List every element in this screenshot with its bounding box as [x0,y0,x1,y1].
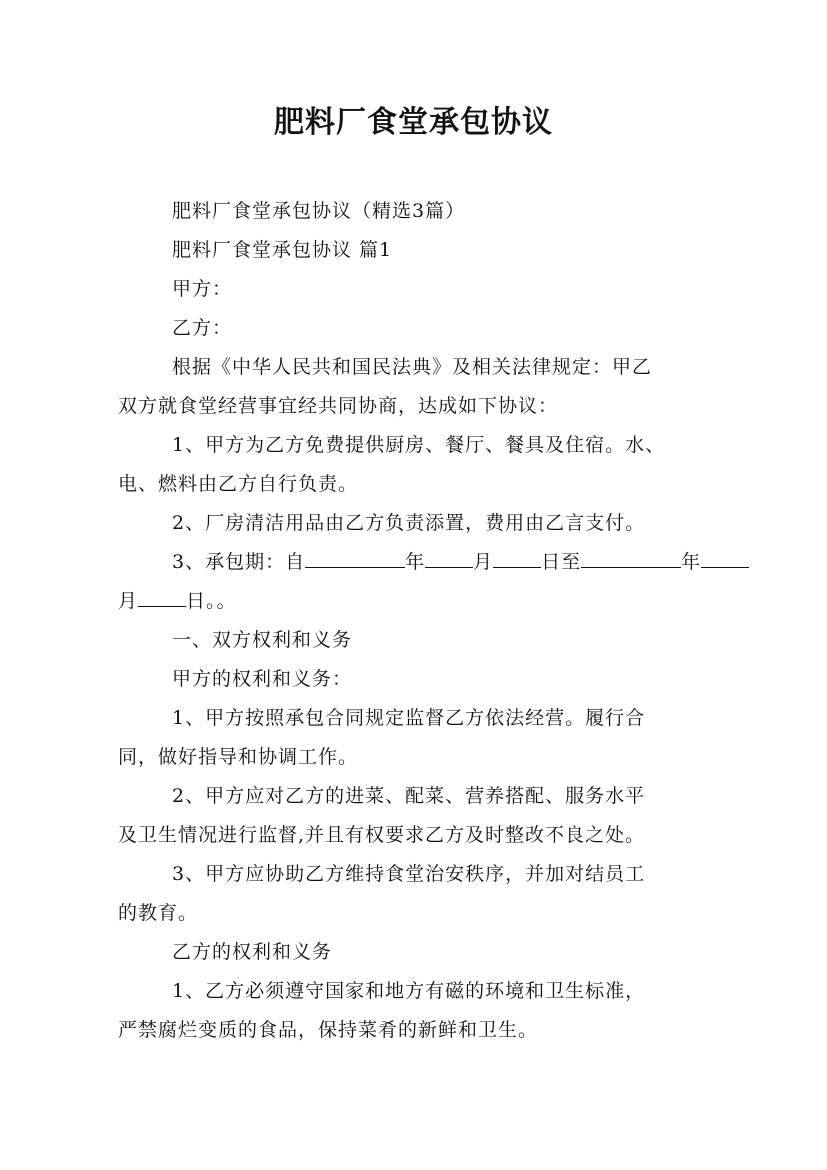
contract-term-line-2 [118,582,716,621]
start-month-blank [425,545,473,568]
document-body [118,192,716,1050]
paragraph-line: 1、甲方为乙方免费提供厨房、餐厅、餐具及住宿。水、 [172,434,666,456]
end-month-blank [701,545,749,568]
subsection-heading: 乙方的权利和义务 [172,941,333,963]
paragraph-line: 2、厂房清洁用品由乙方负责添置，费用由乙言支付。 [172,512,646,534]
term-year2: 年 [681,551,702,573]
paragraph-line: 双方就食堂经营事宜经共同协商，达成如下协议： [118,395,559,417]
term-label: 3、承包期：自 [172,551,306,573]
document-title: 肥料厂食堂承包协议 [274,105,553,140]
contract-term-line [126,543,716,582]
paragraph-line: 2、甲方应对乙方的进菜、配菜、营养搭配、服务水平 [172,785,646,807]
paragraph-line: 1、甲方按照承包合同规定监督乙方依法经营。履行合 [172,707,646,729]
start-day-blank [493,545,541,568]
term-year1: 年 [405,551,426,573]
term-month1: 月 [473,551,494,573]
paragraph-line: 根据《中华人民共和国民法典》及相关法律规定：甲乙 [172,356,653,378]
subsection-heading: 甲方的权利和义务： [172,668,353,690]
paragraph-line: 的教育。 [118,902,199,924]
paragraph-line: 肥料厂食堂承包协议 篇1 [172,239,393,261]
paragraph-line: 及卫生情况进行监督,并且有权要求乙方及时整改不良之处。 [118,824,646,846]
paragraph-line: 1、乙方必须遵守国家和地方有磁的环境和卫生标准， [172,980,646,1002]
paragraph-line: 甲方： [172,278,233,300]
paragraph-line: 严禁腐烂变质的食品，保持菜肴的新鲜和卫生。 [118,1019,539,1041]
end-day-blank [138,584,186,607]
term-month2: 月 [118,590,139,612]
section-heading: 一、双方权利和义务 [172,629,353,651]
paragraph-line: 乙方： [172,317,233,339]
paragraph-line: 肥料厂食堂承包协议（精选3篇） [172,200,466,222]
end-year-blank [581,545,681,568]
paragraph-line: 3、甲方应协助乙方维持食堂治安秩序，并加对结员工 [172,863,646,885]
term-end: 日。。 [186,590,237,612]
paragraph-line: 同，做好指导和协调工作。 [118,746,359,768]
term-day-to: 日至 [541,551,582,573]
start-year-blank [305,545,405,568]
paragraph-line: 电、燃料由乙方自行负责。 [118,473,359,495]
